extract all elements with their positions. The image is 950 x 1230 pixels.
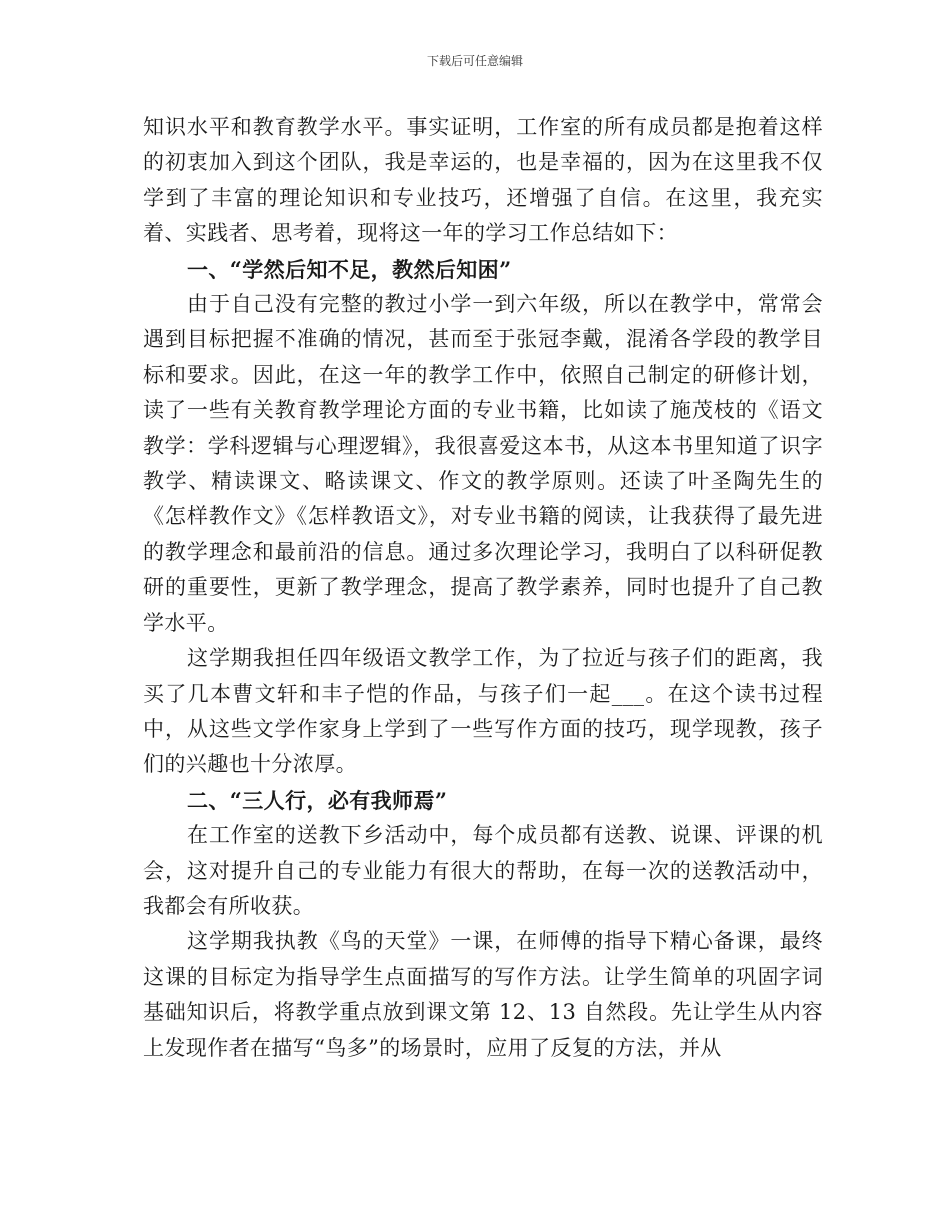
paragraph-teaching: 这学期我担任四年级语文教学工作，为了拉近与孩子们的距离，我买了几本曹文轩和丰子恺的作品，与孩子们一起___。在这个读书过程中，从这些文学作家身上学到了一些写作方面的技巧，现学现教，孩子们的兴趣也十分浓厚。 [143,646,823,777]
section-heading-1: 一、“学然后知不足，教然后知困” [187,256,512,282]
paragraph-reading: 由于自己没有完整的教过小学一到六年级，所以在教学中，常常会遇到目标把握不准确的情况，甚而至于张冠李戴，混淆各学段的教学目标和要求。因此，在这一年的教学工作中，依照自己制定的研修计划，读了一些有关教育教学理论方面的专业书籍，比如读了施茂枝的《语文教学：学科逻辑与心理逻辑》，我很喜爱这本书，从这本书里知道了识字教学、精读课文、略读课文、作文的教学原则。还读了叶圣陶先生的《怎样教作文》《怎样教语文》，对专业书籍的阅读，让我获得了最先进的教学理念和最前沿的信息。通过多次理论学习，我明白了以科研促教研的重要性，更新了教学理念，提高了教学素养，同时也提升了自己教学水平。 [143,292,823,635]
document-body [143,110,823,1066]
paragraph-lesson: 这学期我执教《鸟的天堂》一课，在师傅的指导下精心备课，最终这课的目标定为指导学生点面描写的写作方法。让学生简单的巩固字词基础知识后，将教学重点放到课文第 12、13 自然段。先让学生从内容上发现作者在描写“鸟多”的场景时，应用了反复的方法，并从 [143,929,823,1060]
paragraph-intro: 知识水平和教育教学水平。事实证明，工作室的所有成员都是抱着这样的初衷加入到这个团队，我是幸运的，也是幸福的，因为在这里我不仅学到了丰富的理论知识和专业技巧，还增强了自信。在这里，我充实着、实践者、思考着，现将这一年的学习工作总结如下： [143,115,823,246]
paragraph-outreach: 在工作室的送教下乡活动中，每个成员都有送教、说课、评课的机会，这对提升自己的专业能力有很大的帮助，在每一次的送教活动中，我都会有所收获。 [143,823,823,918]
page-header: 下载后可任意编辑 [426,54,523,68]
section-heading-2: 二、“三人行，必有我师焉” [187,787,448,813]
